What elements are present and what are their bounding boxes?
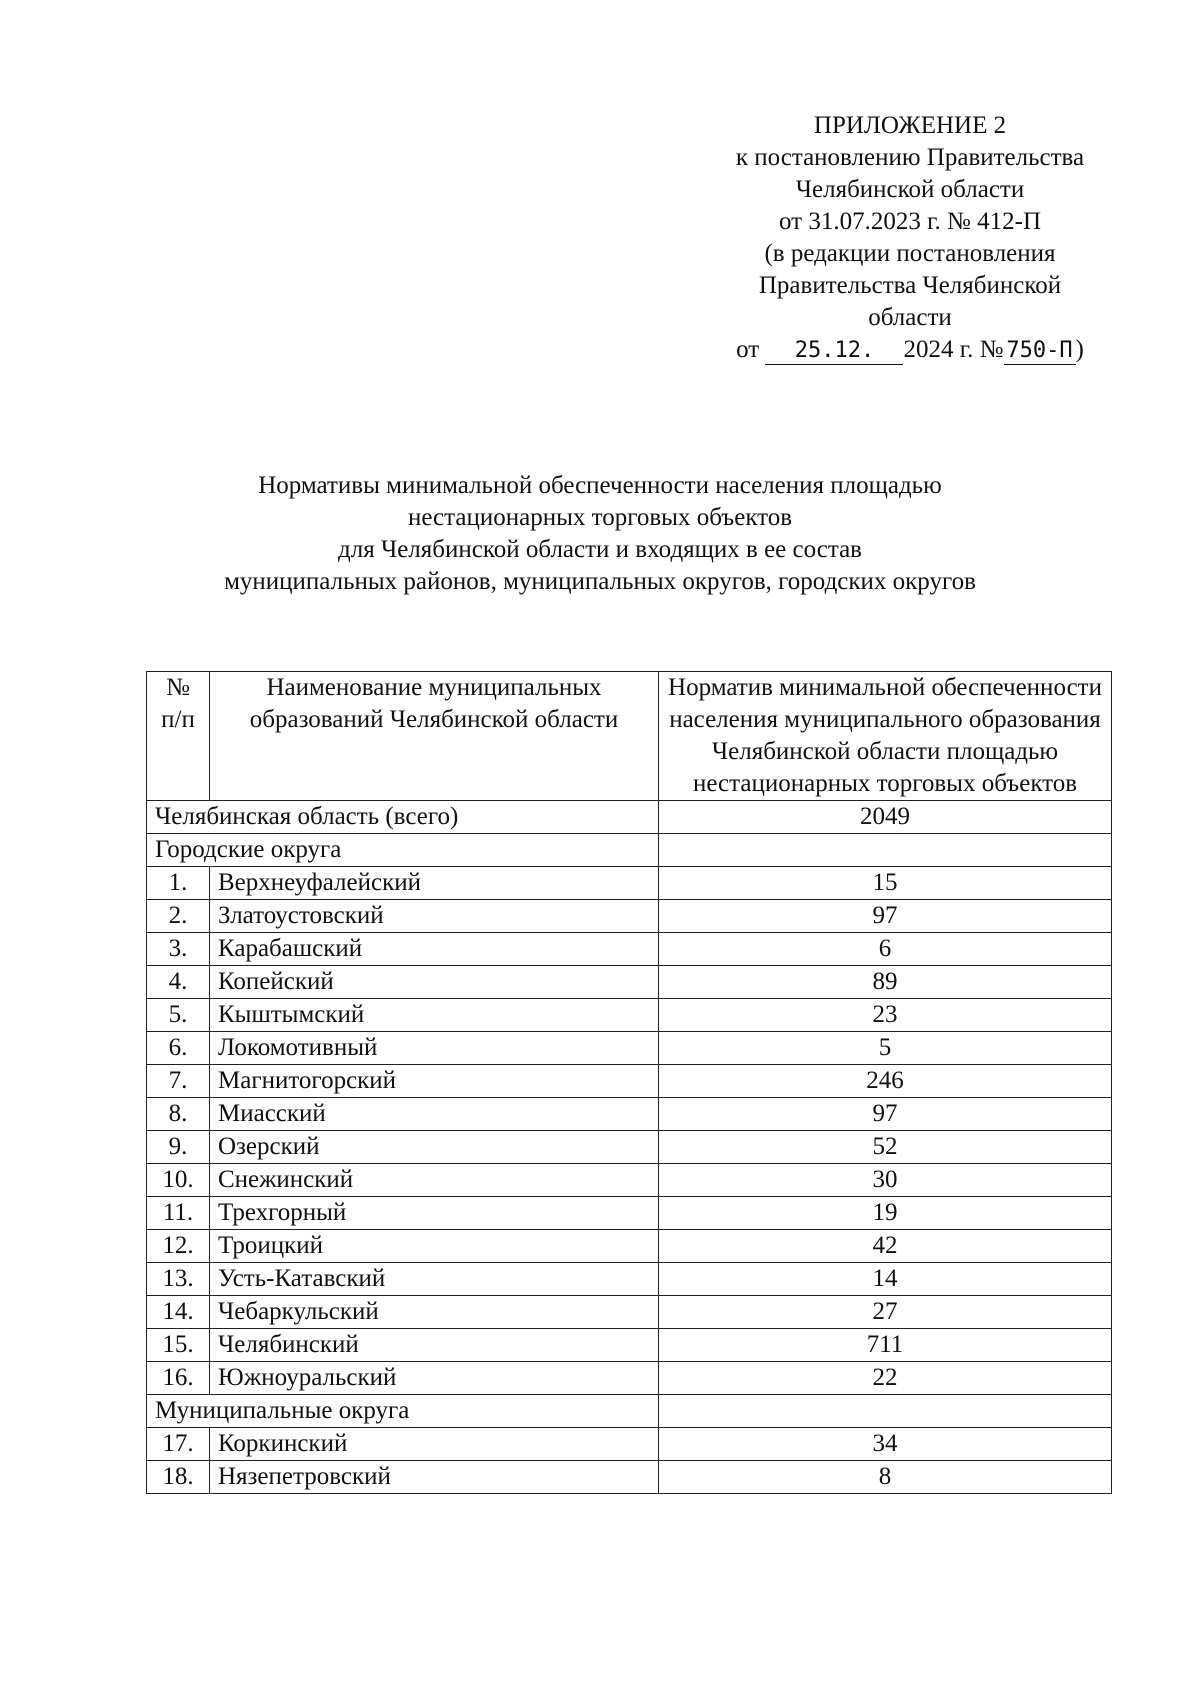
- table-row: [147, 1230, 1112, 1263]
- row-value: 22: [659, 1362, 1112, 1395]
- appendix-line-resolution: к постановлению Правительства: [735, 144, 1085, 171]
- row-value: 97: [659, 900, 1112, 933]
- row-name: Трехгорный: [210, 1197, 659, 1230]
- row-value: 89: [659, 966, 1112, 999]
- group-row-urban-districts: [147, 834, 1112, 867]
- row-value: 27: [659, 1296, 1112, 1329]
- row-name: Озерский: [210, 1131, 659, 1164]
- document-title: [100, 470, 1100, 598]
- table-row: [147, 1065, 1112, 1098]
- row-number: 15.: [147, 1329, 210, 1362]
- row-value: 8: [659, 1461, 1112, 1494]
- amendment-year: 2024 г. №: [903, 336, 1004, 363]
- row-name: Чебаркульский: [210, 1296, 659, 1329]
- title-line-4: муниципальных районов, муниципальных округов, городских округов: [224, 568, 976, 595]
- row-name: Снежинский: [210, 1164, 659, 1197]
- appendix-header: [700, 110, 1120, 366]
- amendment-date-field: 25.12.: [765, 338, 903, 365]
- row-number: 7.: [147, 1065, 210, 1098]
- appendix-line-oblast: области: [868, 304, 952, 331]
- row-number: 11.: [147, 1197, 210, 1230]
- row-value: 246: [659, 1065, 1112, 1098]
- row-value: 711: [659, 1329, 1112, 1362]
- row-number: 5.: [147, 999, 210, 1032]
- table-row: [147, 1263, 1112, 1296]
- row-value: 6: [659, 933, 1112, 966]
- row-number: 3.: [147, 933, 210, 966]
- table-body: [147, 801, 1112, 1494]
- table-row: [147, 1164, 1112, 1197]
- row-name: Миасский: [210, 1098, 659, 1131]
- table-row: [147, 1329, 1112, 1362]
- row-name: Южноуральский: [210, 1362, 659, 1395]
- row-name: Копейский: [210, 966, 659, 999]
- row-name: Нязепетровский: [210, 1461, 659, 1494]
- table-row: [147, 900, 1112, 933]
- row-number: 14.: [147, 1296, 210, 1329]
- norms-table: [146, 671, 1112, 1494]
- row-name: Кыштымский: [210, 999, 659, 1032]
- title-line-2: нестационарных торговых объектов: [407, 504, 793, 531]
- row-value: 30: [659, 1164, 1112, 1197]
- row-number: 8.: [147, 1098, 210, 1131]
- row-number: 13.: [147, 1263, 210, 1296]
- group-value-empty: [659, 1395, 1112, 1428]
- row-value: 23: [659, 999, 1112, 1032]
- row-value: 14: [659, 1263, 1112, 1296]
- group-label: Городские округа: [147, 834, 659, 867]
- row-value: 97: [659, 1098, 1112, 1131]
- table-row: [147, 1131, 1112, 1164]
- table-row: [147, 966, 1112, 999]
- table-row: [147, 867, 1112, 900]
- header-municipality-name: Наименование муниципальных образований Челябинской области: [210, 672, 659, 801]
- table-header-row: [147, 672, 1112, 801]
- row-number: 2.: [147, 900, 210, 933]
- row-number: 18.: [147, 1461, 210, 1494]
- row-value: 19: [659, 1197, 1112, 1230]
- row-name: Усть-Катавский: [210, 1263, 659, 1296]
- row-number: 12.: [147, 1230, 210, 1263]
- row-name: Коркинский: [210, 1428, 659, 1461]
- row-value: 52: [659, 1131, 1112, 1164]
- amendment-close: ): [1075, 336, 1084, 363]
- row-value: 34: [659, 1428, 1112, 1461]
- row-number: 9.: [147, 1131, 210, 1164]
- table-row: [147, 1362, 1112, 1395]
- amendment-number-field: 750-П: [1004, 338, 1076, 365]
- row-name: Карабашский: [210, 933, 659, 966]
- row-name: Локомотивный: [210, 1032, 659, 1065]
- row-name: Верхнеуфалейский: [210, 867, 659, 900]
- row-name: Троицкий: [210, 1230, 659, 1263]
- header-number: № п/п: [147, 672, 210, 801]
- title-line-1: Нормативы минимальной обеспеченности населения площадью: [258, 472, 942, 499]
- row-value: 15: [659, 867, 1112, 900]
- row-number: 4.: [147, 966, 210, 999]
- row-number: 10.: [147, 1164, 210, 1197]
- table-row: [147, 933, 1112, 966]
- group-row-municipal-districts: [147, 1395, 1112, 1428]
- amendment-line: [700, 334, 1120, 366]
- total-value: 2049: [659, 801, 1112, 834]
- table-row: [147, 1461, 1112, 1494]
- row-number: 1.: [147, 867, 210, 900]
- row-value: 5: [659, 1032, 1112, 1065]
- title-line-3: для Челябинской области и входящих в ее состав: [338, 536, 862, 563]
- table-row: [147, 1197, 1112, 1230]
- row-number: 17.: [147, 1428, 210, 1461]
- total-label: Челябинская область (всего): [147, 801, 659, 834]
- table-row: [147, 999, 1112, 1032]
- appendix-title: ПРИЛОЖЕНИЕ 2: [813, 112, 1007, 139]
- table-row: [147, 1098, 1112, 1131]
- table-row: [147, 1296, 1112, 1329]
- appendix-line-edition: (в редакции постановления: [764, 240, 1056, 267]
- appendix-line-government: Правительства Челябинской: [758, 272, 1062, 299]
- table-row: [147, 1032, 1112, 1065]
- group-value-empty: [659, 834, 1112, 867]
- row-name: Златоустовский: [210, 900, 659, 933]
- table-row: [147, 1428, 1112, 1461]
- appendix-line-original-date: от 31.07.2023 г. № 412-П: [778, 208, 1041, 235]
- row-name: Магнитогорский: [210, 1065, 659, 1098]
- header-norm-value: Норматив минимальной обеспеченности населения муниципального образования Челябинской области площадью нестационарных торговых объектов: [659, 672, 1112, 801]
- appendix-line-region: Челябинской области: [795, 176, 1025, 203]
- row-number: 16.: [147, 1362, 210, 1395]
- row-number: 6.: [147, 1032, 210, 1065]
- row-value: 42: [659, 1230, 1112, 1263]
- row-name: Челябинский: [210, 1329, 659, 1362]
- total-row: [147, 801, 1112, 834]
- amendment-prefix: от: [736, 336, 760, 363]
- group-label: Муниципальные округа: [147, 1395, 659, 1428]
